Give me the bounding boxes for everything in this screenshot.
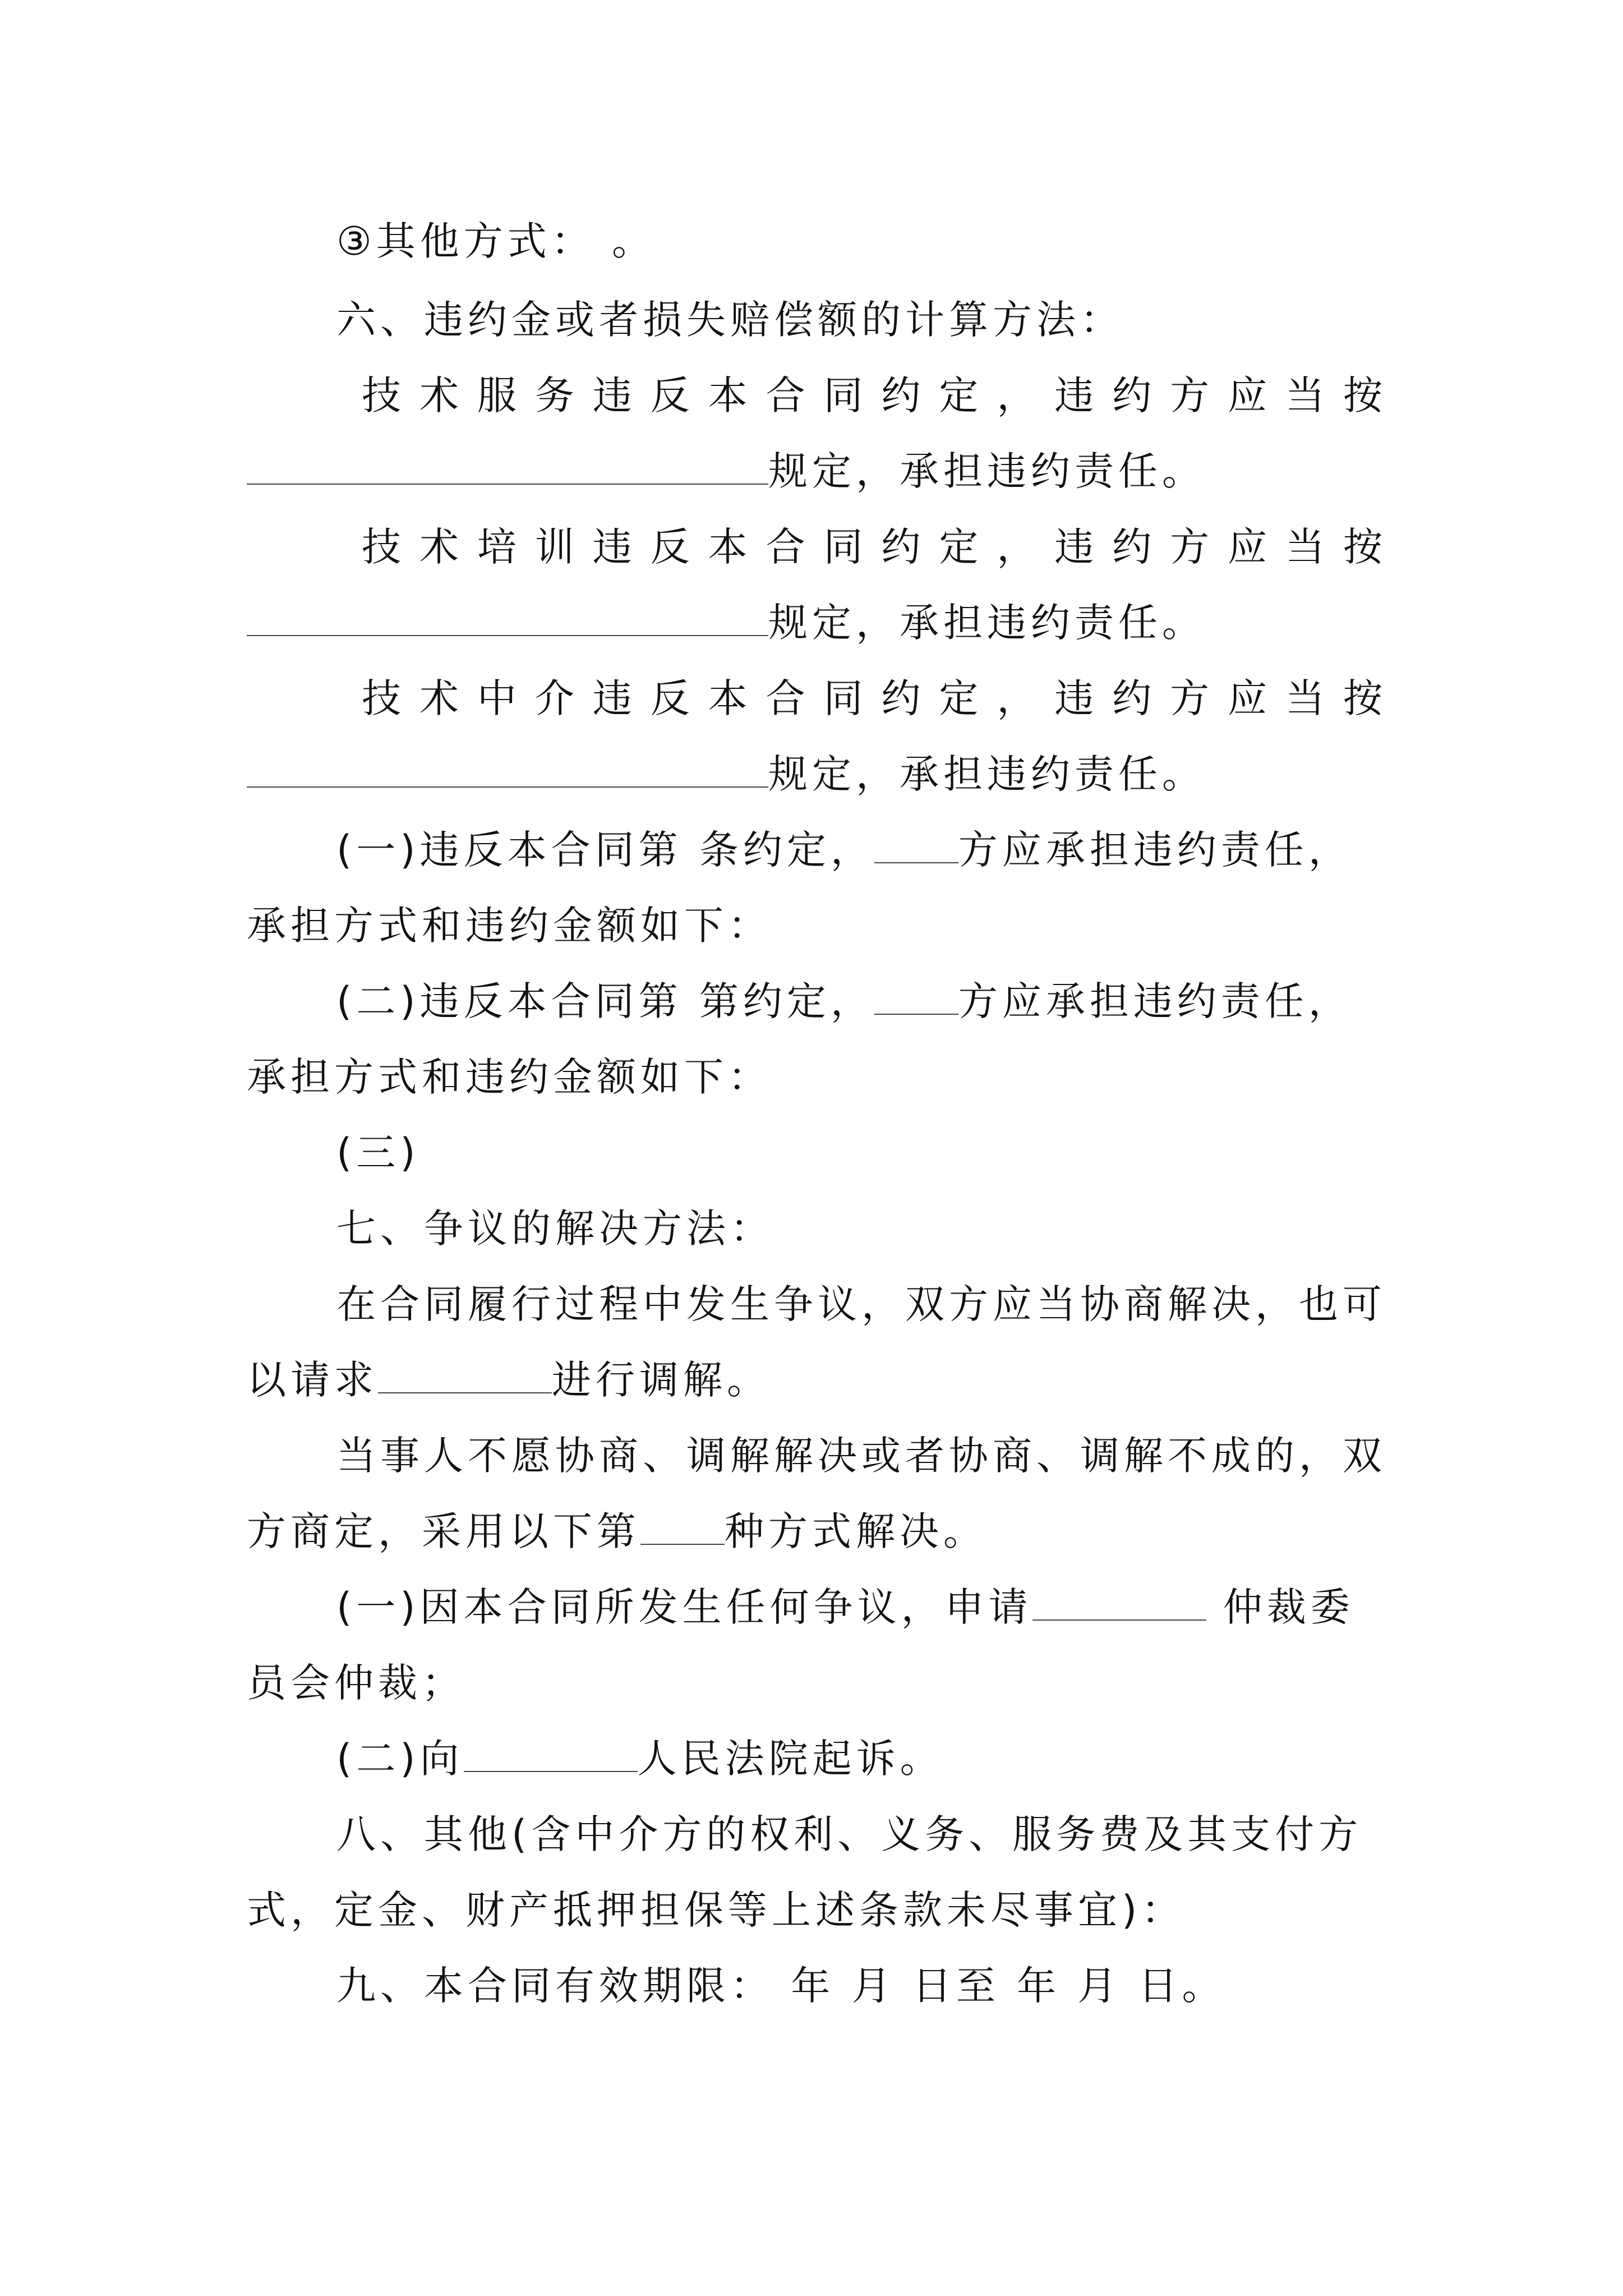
agency-clause-cont bbox=[247, 746, 1206, 802]
dispute-para-1-pre: 以请求 bbox=[247, 1357, 378, 1403]
service-char: 应 bbox=[1228, 372, 1267, 418]
training-char: 训 bbox=[534, 524, 574, 570]
section-8-cont bbox=[247, 1882, 1185, 1938]
service-blank[interactable] bbox=[247, 444, 768, 485]
court-blank[interactable] bbox=[464, 1732, 638, 1772]
dispute-para-1-text: 在合同履行过程中发生争议，双方应当协商解决，也可 bbox=[336, 1281, 1386, 1327]
method-number-blank[interactable] bbox=[640, 1504, 725, 1545]
breach-item-2 bbox=[336, 973, 1352, 1029]
training-blank[interactable] bbox=[247, 596, 768, 636]
training-clause-cont bbox=[247, 595, 1206, 651]
service-char: 约 bbox=[881, 372, 921, 418]
service-char: 术 bbox=[419, 372, 459, 418]
training-char: 本 bbox=[708, 524, 748, 570]
breach-item-2-post: 方应承担违约责任， bbox=[958, 978, 1352, 1024]
training-tail: 规定，承担违约责任。 bbox=[768, 600, 1206, 646]
section-9-heading bbox=[336, 1958, 1226, 2014]
arbitration-cont-text: 员会仲裁； bbox=[247, 1660, 465, 1706]
training-char: 违 bbox=[1054, 524, 1094, 570]
breach-item-1 bbox=[336, 822, 1352, 878]
agency-char: 介 bbox=[534, 675, 574, 721]
training-char: 合 bbox=[766, 524, 805, 570]
service-char: 违 bbox=[592, 372, 632, 418]
section-8-heading bbox=[336, 1806, 1362, 1862]
training-char: 同 bbox=[823, 524, 863, 570]
arbitration-pre: (一)因本合同所发生任何争议，申请 bbox=[336, 1584, 1032, 1630]
breach-item-3 bbox=[336, 1125, 420, 1181]
breach-item-1-cont-text: 承担方式和违约金额如下： bbox=[247, 903, 772, 949]
training-char: 培 bbox=[477, 524, 517, 570]
agency-tail: 规定，承担违约责任。 bbox=[768, 751, 1206, 797]
training-char: 违 bbox=[592, 524, 632, 570]
breach-item-1-post: 方应承担违约责任， bbox=[958, 827, 1352, 873]
service-char: 约 bbox=[1112, 372, 1152, 418]
breach-item-1-blank[interactable] bbox=[874, 823, 958, 863]
service-char: 本 bbox=[708, 372, 748, 418]
service-char: 反 bbox=[650, 372, 690, 418]
dispute-para-2 bbox=[336, 1428, 1386, 1484]
arbitration-option bbox=[336, 1579, 1354, 1635]
training-char: 术 bbox=[419, 524, 459, 570]
breach-item-2-pre: (二)违反本合同第 第约定， bbox=[336, 978, 874, 1024]
training-char: 按 bbox=[1343, 524, 1382, 570]
service-char: 方 bbox=[1170, 372, 1210, 418]
court-post: 人民法院起诉。 bbox=[637, 1736, 944, 1782]
agency-char: 术 bbox=[419, 675, 459, 721]
dispute-para-1-cont bbox=[247, 1352, 771, 1408]
service-char: 技 bbox=[362, 372, 401, 418]
agency-char: 反 bbox=[650, 675, 690, 721]
arbitration-post: 仲裁委 bbox=[1206, 1584, 1354, 1630]
service-clause-line bbox=[362, 367, 1382, 424]
dispute-para-2-pre: 方商定，采用以下第 bbox=[247, 1508, 640, 1554]
agency-char: 技 bbox=[362, 675, 401, 721]
training-char: 方 bbox=[1170, 524, 1210, 570]
service-char: 当 bbox=[1285, 372, 1325, 418]
mediator-blank[interactable] bbox=[378, 1353, 552, 1393]
breach-item-2-cont-text: 承担方式和违约金额如下： bbox=[247, 1054, 772, 1100]
service-clause-cont bbox=[247, 443, 1206, 499]
training-char: 技 bbox=[362, 524, 401, 570]
dispute-para-2-cont bbox=[247, 1503, 987, 1559]
agency-char: 约 bbox=[881, 675, 921, 721]
service-tail: 规定，承担违约责任。 bbox=[768, 448, 1206, 494]
breach-item-1-cont bbox=[247, 898, 772, 954]
training-char: 约 bbox=[881, 524, 921, 570]
training-char: 约 bbox=[1112, 524, 1152, 570]
other-method-text: ③其他方式： 。 bbox=[336, 218, 656, 264]
agency-char: 中 bbox=[477, 675, 517, 721]
court-option bbox=[336, 1731, 944, 1787]
service-char: ， bbox=[997, 372, 1036, 418]
other-method-line bbox=[336, 213, 656, 269]
agency-blank[interactable] bbox=[247, 747, 768, 788]
service-char: 违 bbox=[1054, 372, 1094, 418]
breach-item-2-cont bbox=[247, 1049, 772, 1105]
training-char: 定 bbox=[939, 524, 979, 570]
dispute-para-2-text: 当事人不愿协商、调解解决或者协商、调解不成的，双 bbox=[336, 1433, 1386, 1479]
dispute-para-2-post: 种方式解决。 bbox=[725, 1508, 987, 1554]
section-6-text: 六、违约金或者损失赔偿额的计算方法： bbox=[336, 297, 1124, 343]
section-9-text: 九、本合同有效期限： 年 月 日至 年 月 日。 bbox=[336, 1963, 1226, 2009]
training-char: 反 bbox=[650, 524, 690, 570]
training-char: 当 bbox=[1285, 524, 1325, 570]
dispute-para-1-post: 进行调解。 bbox=[552, 1357, 771, 1403]
section-8-cont-text: 式，定金、财产抵押担保等上述条款未尽事宜)： bbox=[247, 1887, 1186, 1933]
service-char: 服 bbox=[477, 372, 517, 418]
section-6-heading bbox=[336, 292, 1124, 348]
agency-char: 本 bbox=[708, 675, 748, 721]
agency-clause-line bbox=[362, 670, 1382, 726]
service-char: 按 bbox=[1343, 372, 1382, 418]
agency-char: ， bbox=[997, 675, 1036, 721]
dispute-para-1 bbox=[336, 1276, 1386, 1332]
agency-char: 按 bbox=[1343, 675, 1382, 721]
agency-char: 合 bbox=[766, 675, 805, 721]
arbitration-blank[interactable] bbox=[1032, 1580, 1206, 1621]
training-char: ， bbox=[997, 524, 1036, 570]
agency-char: 应 bbox=[1228, 675, 1267, 721]
agency-char: 定 bbox=[939, 675, 979, 721]
training-char: 应 bbox=[1228, 524, 1267, 570]
court-pre: (二)向 bbox=[336, 1736, 464, 1782]
agency-char: 当 bbox=[1285, 675, 1325, 721]
breach-item-2-blank[interactable] bbox=[874, 974, 958, 1015]
agency-char: 方 bbox=[1170, 675, 1210, 721]
section-7-heading bbox=[336, 1200, 774, 1257]
service-char: 定 bbox=[939, 372, 979, 418]
section-8-text: 八、其他(含中介方的权利、义务、服务费及其支付方 bbox=[336, 1811, 1363, 1857]
service-char: 合 bbox=[766, 372, 805, 418]
agency-char: 约 bbox=[1112, 675, 1152, 721]
agency-char: 同 bbox=[823, 675, 863, 721]
section-7-text: 七、争议的解决方法： bbox=[336, 1205, 774, 1251]
arbitration-option-cont bbox=[247, 1655, 465, 1711]
training-clause-line bbox=[362, 519, 1382, 575]
agency-char: 违 bbox=[592, 675, 632, 721]
breach-item-3-text: (三) bbox=[336, 1130, 420, 1176]
agency-char: 违 bbox=[1054, 675, 1094, 721]
service-char: 务 bbox=[534, 372, 574, 418]
service-char: 同 bbox=[823, 372, 863, 418]
breach-item-1-pre: (一)违反本合同第 条约定， bbox=[336, 827, 874, 873]
